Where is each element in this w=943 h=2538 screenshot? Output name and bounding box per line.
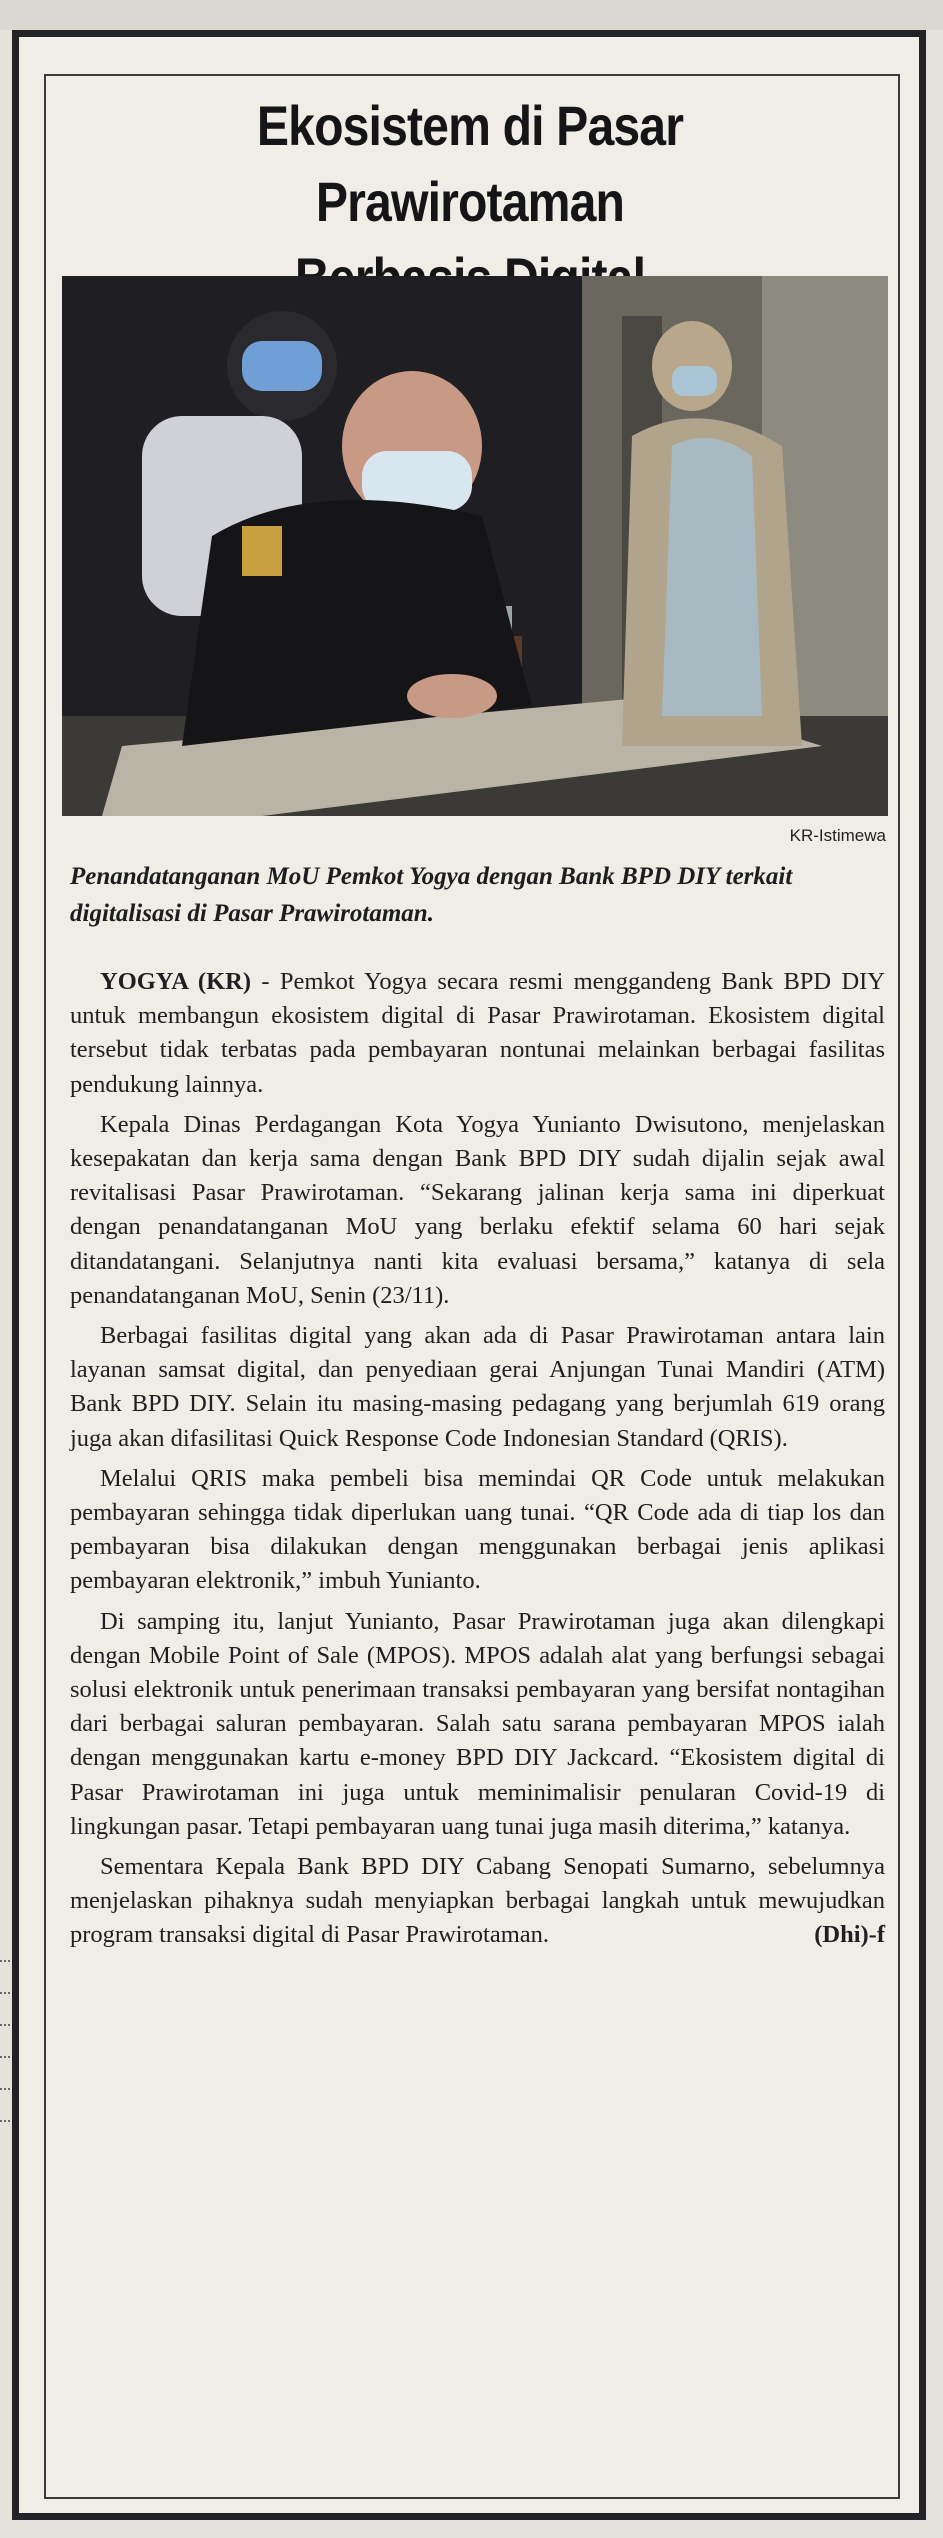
paragraph: Di samping itu, lanjut Yunianto, Pasar Prawirotaman juga akan dilengkapi dengan Mobile Point of Sale (MPOS). MPOS adalah alat yang berfungsi sebagai solusi elektronik untuk penerimaan transaksi pembayaran yang bersifat nontagihan dari berbagai saluran pembayaran. Salah satu sarana pembayaran MPOS ialah dengan menggunakan kartu e-money BPD DIY Jackcard. “Ekosistem digital di Pasar Prawirotaman ini juga untuk meminimalisir penularan Covid-19 di lingkungan pasar. Tetapi pembayaran uang tunai juga masih diterima,” katanya.	[70, 1607, 885, 1840]
photo-illustration	[62, 276, 888, 816]
photo-caption: Penandatanganan MoU Pemkot Yogya dengan Bank BPD DIY terkait digitalisasi di Pasar Prawirotaman.	[70, 863, 793, 927]
paragraph-text: Sementara Kepala Bank BPD DIY Cabang Senopati Sumarno, sebelumnya menjelaskan pihaknya sudah menyiapkan berbagai langkah untuk mewujudkan program transaksi digital di Pasar Prawirotaman.	[70, 1853, 885, 1949]
article-photo	[62, 276, 888, 816]
paragraph	[70, 1850, 885, 1953]
paragraph: Melalui QRIS maka pembeli bisa memindai QR Code untuk melakukan pembayaran sehingga tidak diperlukan uang tunai. “QR Code ada di tiap los dan pembayaran bisa dilakukan dengan menggunakan berbagai jenis aplikasi pembayaran elektronik,” imbuh Yunianto.	[70, 1464, 885, 1595]
article-body	[70, 965, 885, 1959]
dateline: YOGYA (KR)	[100, 968, 251, 995]
paragraph	[70, 965, 885, 1102]
paragraph: Berbagai fasilitas digital yang akan ada di Pasar Prawirotaman antara lain layanan samsat digital, dan penyediaan gerai Anjungan Tunai Mandiri (ATM) Bank BPD DIY. Selain itu masing-masing pedagang yang berjumlah 619 orang juga akan difasilitasi Quick Response Code Indonesian Standard (QRIS).	[70, 1322, 885, 1452]
paragraph: Kepala Dinas Perdagangan Kota Yogya Yunianto Dwisutono, menjelaskan kesepakatan dan kerja sama dengan Bank BPD DIY sudah dijalin sejak awal revitalisasi Pasar Prawirotaman. “Sekarang jalinan kerja sama ini diperkuat dengan penandatanganan MoU yang berlaku efektif selama 60 hari sejak ditandatangani. Selanjutnya nanti kita evaluasi bersama,” katanya di sela penandatanganan MoU, Senin (23/11).	[70, 1110, 885, 1309]
paragraph-text: - Pemkot Yogya secara resmi menggandeng Bank BPD DIY untuk membangun ekosistem digital di Pasar Prawirotaman. Ekosistem digital tersebut tidak terbatas pada pembayaran nontunai melainkan berbagai fasilitas pendukung lainnya.	[70, 968, 885, 1098]
headline-line-1: Ekosistem di Pasar Prawirotaman	[256, 94, 684, 233]
photo-credit: KR-Istimewa	[789, 826, 886, 845]
scan-background	[0, 0, 943, 30]
margin-marks	[0, 1960, 12, 2260]
author-signature: (Dhi)-f	[814, 1921, 885, 1949]
